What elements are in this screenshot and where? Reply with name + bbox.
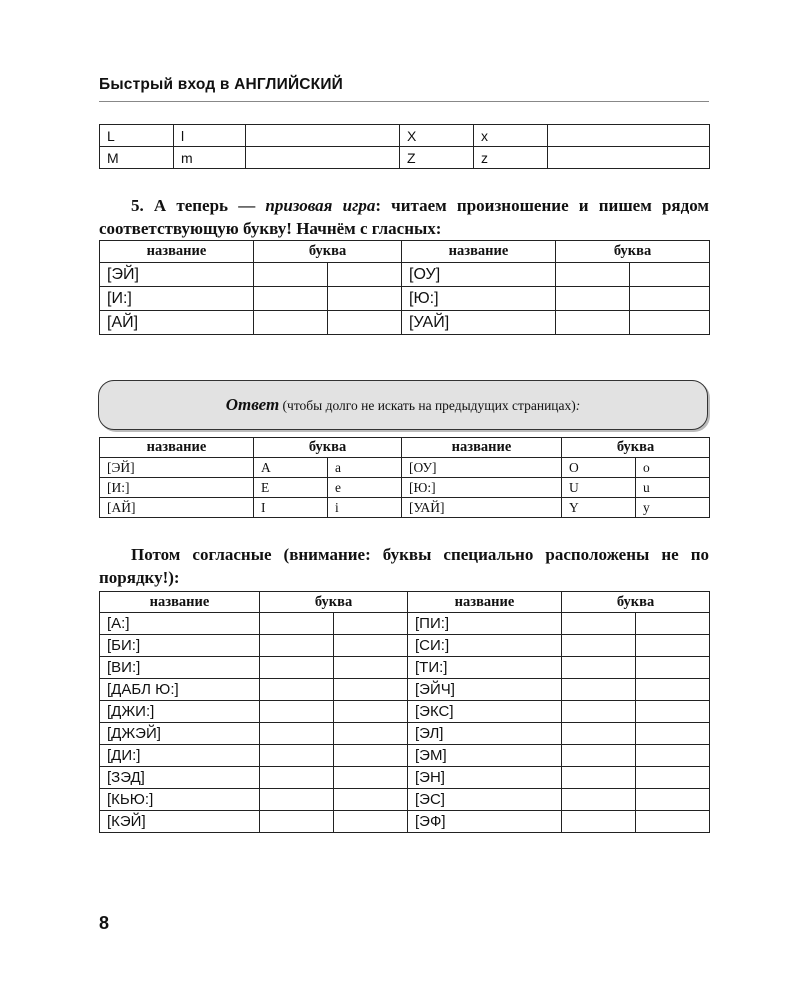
letter-cell — [246, 125, 400, 147]
letter-cell: L — [100, 125, 174, 147]
running-head: Быстрый вход в АНГЛИЙСКИЙ — [99, 76, 344, 93]
letter-answer-cell[interactable] — [636, 679, 710, 701]
task-rest: : читаем произношение и пишем рядом соответствующую букву! Начнём с гласных: — [99, 196, 709, 238]
column-header-letter: буква — [254, 438, 402, 458]
letter-answer-cell[interactable] — [562, 679, 636, 701]
table-row — [100, 723, 710, 745]
pronunciation-cell: [ЭС] — [408, 789, 562, 811]
column-header-letter: буква — [254, 241, 402, 263]
table-row — [100, 679, 710, 701]
letter-answer-cell[interactable] — [260, 745, 334, 767]
letter-answer-cell[interactable] — [636, 789, 710, 811]
table-row — [100, 478, 710, 498]
pronunciation-cell: [Ю:] — [402, 478, 562, 498]
answer-title: Ответ — [225, 395, 280, 414]
answer-callout — [98, 380, 708, 430]
letter-cell: Z — [400, 147, 474, 169]
letter-answer-cell[interactable] — [636, 657, 710, 679]
pronunciation-cell: [ЭФ] — [408, 811, 562, 833]
letter-answer-cell[interactable] — [334, 679, 408, 701]
letter-answer-cell[interactable] — [260, 723, 334, 745]
table-row — [100, 635, 710, 657]
letter-cell: X — [400, 125, 474, 147]
table-row — [100, 657, 710, 679]
task-lead: А теперь — — [153, 196, 256, 215]
letter-answer-cell[interactable] — [260, 767, 334, 789]
letter-cell: E — [254, 478, 328, 498]
table-row — [100, 745, 710, 767]
table-row — [100, 125, 710, 147]
letter-answer-cell[interactable] — [260, 635, 334, 657]
letter-cell: u — [636, 478, 710, 498]
letter-answer-cell[interactable] — [334, 723, 408, 745]
letter-answer-cell[interactable] — [630, 311, 710, 335]
pronunciation-cell: [ПИ:] — [408, 613, 562, 635]
answer-note: (чтобы долго не искать на предыдущих страницах) — [282, 398, 576, 413]
letter-answer-cell[interactable] — [636, 723, 710, 745]
letter-answer-cell[interactable] — [334, 613, 408, 635]
pronunciation-cell: [БИ:] — [100, 635, 260, 657]
column-header-name: название — [402, 241, 556, 263]
consonants-table — [99, 591, 710, 833]
letter-answer-cell[interactable] — [636, 613, 710, 635]
table-row — [100, 458, 710, 478]
column-header-letter: буква — [562, 592, 710, 613]
table-row — [100, 311, 710, 335]
letter-answer-cell[interactable] — [562, 723, 636, 745]
column-header-name: название — [408, 592, 562, 613]
column-header-letter: буква — [562, 438, 710, 458]
letter-answer-cell[interactable] — [334, 701, 408, 723]
pronunciation-cell: [ДАБЛ Ю:] — [100, 679, 260, 701]
header-divider — [99, 101, 709, 102]
letter-answer-cell[interactable] — [562, 635, 636, 657]
vowels-table — [99, 240, 710, 335]
consonants-instruction — [99, 543, 709, 589]
letter-answer-cell[interactable] — [334, 745, 408, 767]
pronunciation-cell: [ЭЙЧ] — [408, 679, 562, 701]
letter-answer-cell[interactable] — [260, 679, 334, 701]
letter-cell: Y — [562, 498, 636, 518]
pronunciation-cell: [УАЙ] — [402, 311, 556, 335]
column-header-name: название — [100, 241, 254, 263]
letter-answer-cell[interactable] — [630, 263, 710, 287]
letter-answer-cell[interactable] — [562, 701, 636, 723]
letter-cell: m — [174, 147, 246, 169]
pronunciation-cell: [И:] — [100, 478, 254, 498]
letter-answer-cell[interactable] — [630, 287, 710, 311]
pronunciation-cell: [ЭМ] — [408, 745, 562, 767]
letter-answer-cell[interactable] — [636, 635, 710, 657]
letter-answer-cell[interactable] — [556, 311, 630, 335]
letter-answer-cell[interactable] — [328, 311, 402, 335]
table-row — [100, 147, 710, 169]
letter-answer-cell[interactable] — [260, 811, 334, 833]
letter-cell: o — [636, 458, 710, 478]
task-5-instruction — [99, 194, 709, 240]
letter-cell: x — [474, 125, 548, 147]
column-header-name: название — [100, 592, 260, 613]
pronunciation-cell: [А:] — [100, 613, 260, 635]
pronunciation-cell: [ДЖЭЙ] — [100, 723, 260, 745]
column-header-name: название — [402, 438, 562, 458]
table-row — [100, 613, 710, 635]
answer-callout-text — [99, 395, 707, 415]
letter-answer-cell[interactable] — [636, 811, 710, 833]
letter-answer-cell[interactable] — [562, 745, 636, 767]
letter-answer-cell[interactable] — [334, 789, 408, 811]
pronunciation-cell: [ОУ] — [402, 263, 556, 287]
table-row — [100, 498, 710, 518]
task-number: 5. — [131, 196, 144, 215]
letter-answer-cell[interactable] — [562, 767, 636, 789]
letter-cell — [246, 147, 400, 169]
table-row — [100, 263, 710, 287]
letter-cell: l — [174, 125, 246, 147]
letter-answer-cell[interactable] — [254, 263, 328, 287]
letter-answer-cell[interactable] — [260, 657, 334, 679]
letter-answer-cell[interactable] — [260, 701, 334, 723]
pronunciation-cell: [ЗЭД] — [100, 767, 260, 789]
column-header-name: название — [100, 438, 254, 458]
pronunciation-cell: [СИ:] — [408, 635, 562, 657]
pronunciation-cell: [ЭКС] — [408, 701, 562, 723]
consonants-intro-text: Потом согласные (внимание: буквы специально расположены не по порядку!): — [99, 545, 709, 587]
letter-answer-cell[interactable] — [556, 263, 630, 287]
table-row — [100, 287, 710, 311]
letter-cell: i — [328, 498, 402, 518]
letter-cell — [548, 147, 710, 169]
letter-answer-cell[interactable] — [334, 657, 408, 679]
letter-answer-cell[interactable] — [334, 811, 408, 833]
pronunciation-cell: [КЬЮ:] — [100, 789, 260, 811]
letter-answer-cell[interactable] — [328, 263, 402, 287]
column-header-letter: буква — [556, 241, 710, 263]
letter-answer-cell[interactable] — [556, 287, 630, 311]
letter-cell: y — [636, 498, 710, 518]
letter-cell: a — [328, 458, 402, 478]
letter-answer-cell[interactable] — [636, 745, 710, 767]
pronunciation-cell: [КЭЙ] — [100, 811, 260, 833]
pronunciation-cell: [ЭЙ] — [100, 263, 254, 287]
letter-cell: M — [100, 147, 174, 169]
letter-answer-cell[interactable] — [260, 613, 334, 635]
table-row — [100, 767, 710, 789]
letter-answer-cell[interactable] — [562, 789, 636, 811]
pronunciation-cell: [ЭЛ] — [408, 723, 562, 745]
letters-table — [99, 124, 710, 169]
pronunciation-cell: [ВИ:] — [100, 657, 260, 679]
pronunciation-cell: [УАЙ] — [402, 498, 562, 518]
task-italic: призовая игра — [265, 196, 376, 215]
pronunciation-cell: [АЙ] — [100, 311, 254, 335]
pronunciation-cell: [Ю:] — [402, 287, 556, 311]
pronunciation-cell: [ОУ] — [402, 458, 562, 478]
letter-answer-cell[interactable] — [562, 811, 636, 833]
letter-answer-cell[interactable] — [328, 287, 402, 311]
letter-cell: U — [562, 478, 636, 498]
letter-cell: A — [254, 458, 328, 478]
letter-answer-cell[interactable] — [334, 635, 408, 657]
letter-answer-cell[interactable] — [254, 311, 328, 335]
pronunciation-cell: [ДИ:] — [100, 745, 260, 767]
answer-colon: : — [575, 398, 581, 413]
letter-cell: z — [474, 147, 548, 169]
table-row — [100, 789, 710, 811]
pronunciation-cell: [ЭН] — [408, 767, 562, 789]
pronunciation-cell: [ЭЙ] — [100, 458, 254, 478]
letter-answer-cell[interactable] — [562, 613, 636, 635]
letter-answer-cell[interactable] — [562, 657, 636, 679]
answer-table — [99, 437, 710, 518]
letter-answer-cell[interactable] — [636, 767, 710, 789]
letter-answer-cell[interactable] — [334, 767, 408, 789]
letter-cell: I — [254, 498, 328, 518]
letter-answer-cell[interactable] — [260, 789, 334, 811]
pronunciation-cell: [И:] — [100, 287, 254, 311]
letter-cell — [548, 125, 710, 147]
letter-answer-cell[interactable] — [254, 287, 328, 311]
table-row — [100, 701, 710, 723]
letter-answer-cell[interactable] — [636, 701, 710, 723]
pronunciation-cell: [АЙ] — [100, 498, 254, 518]
table-row — [100, 811, 710, 833]
pronunciation-cell: [ДЖИ:] — [100, 701, 260, 723]
page-number: 8 — [99, 913, 110, 933]
pronunciation-cell: [ТИ:] — [408, 657, 562, 679]
column-header-letter: буква — [260, 592, 408, 613]
letter-cell: e — [328, 478, 402, 498]
letter-cell: O — [562, 458, 636, 478]
